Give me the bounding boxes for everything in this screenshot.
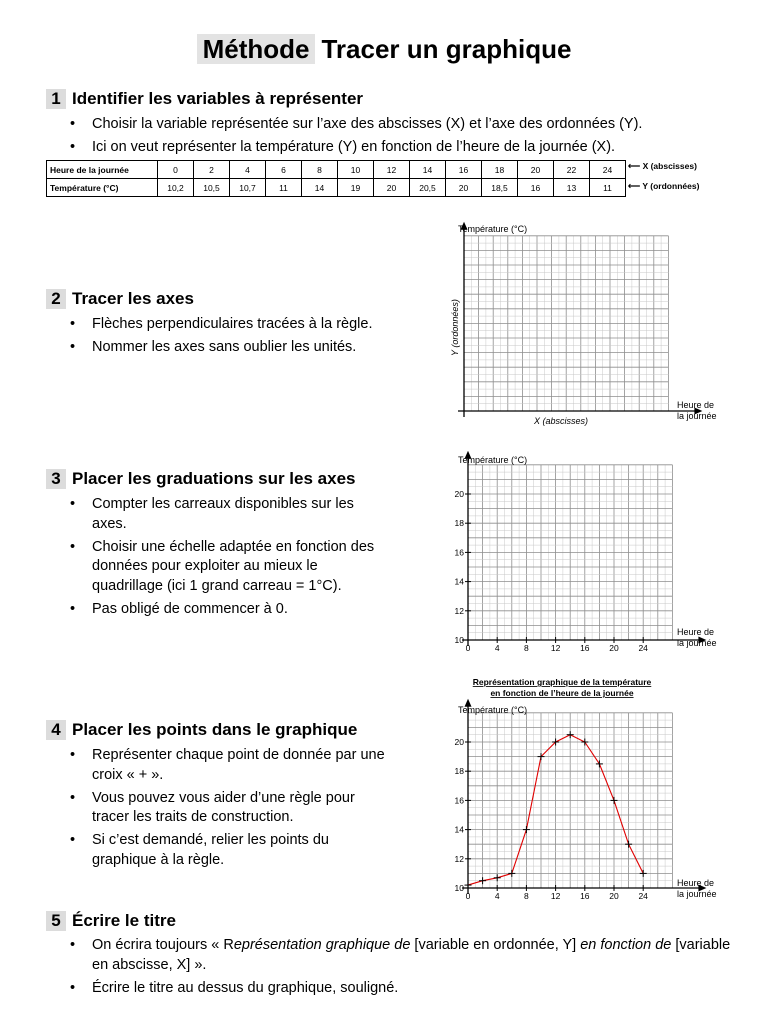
rich-text-italic: eprésentation graphique de <box>233 937 411 953</box>
bullet-item: • Écrire le titre au dessus du graphique, souligné. <box>66 979 746 999</box>
data-table <box>46 160 626 197</box>
table-cell: 0 <box>158 161 194 179</box>
data-point-cross <box>596 760 603 767</box>
y-tick-label: 14 <box>454 824 464 835</box>
step-number: 2 <box>46 289 66 309</box>
table-cell: 8 <box>302 161 338 179</box>
bullet-item: • Si c’est demandé, relier les points du graphique à la règle. <box>66 831 386 870</box>
grid <box>455 451 707 653</box>
data-point-cross <box>523 826 530 833</box>
table-tag-x-text: X (abscisses) <box>642 161 697 171</box>
data-point-cross <box>581 739 588 746</box>
step-2-heading <box>46 289 194 309</box>
y-tick-label: 10 <box>454 883 464 893</box>
x-tick-label: 12 <box>550 643 561 653</box>
x-tick-label: 8 <box>524 643 529 653</box>
bullet-item-rich <box>66 936 746 975</box>
grid <box>455 699 707 901</box>
data-point-cross <box>508 870 515 877</box>
bullet-item: • Flèches perpendiculaires tracées à la règle. <box>66 315 406 335</box>
rich-text: [variable en ordonnée, Y] <box>410 937 581 953</box>
bullet-item: • Vous pouvez vous aider d’une règle pour tracer les traits de construction. <box>66 789 386 828</box>
step-number: 5 <box>46 911 66 931</box>
table-cell: 10 <box>338 161 374 179</box>
bullet-item: • Représenter chaque point de donnée par une croix « + ». <box>66 746 386 785</box>
x-tick-label: 24 <box>638 891 648 901</box>
table-cell: 20,5 <box>410 179 446 197</box>
step-5-bullets <box>66 936 746 1002</box>
data-point-cross <box>611 797 618 804</box>
step-number: 4 <box>46 720 66 740</box>
temperature-chart <box>430 674 730 908</box>
x-tick-label: 0 <box>465 891 471 901</box>
step-heading-text: Écrire le titre <box>72 911 176 930</box>
x-tick-label: 8 <box>524 891 529 901</box>
table-cell: 10,7 <box>230 179 266 197</box>
data-point-cross <box>567 731 574 738</box>
rich-text: [variable en abscisse, X] ». <box>92 937 731 973</box>
x-tick-label: 24 <box>638 643 648 653</box>
step-heading-text: Tracer les axes <box>72 289 194 308</box>
table-cell: 20 <box>518 161 554 179</box>
x-axis-title-line2: la journée <box>677 638 717 648</box>
x-tick-label: 20 <box>609 643 619 653</box>
title-rest: Tracer un graphique <box>321 34 572 64</box>
table-cell: 10,2 <box>158 179 194 197</box>
y-tick-label: 16 <box>454 795 464 806</box>
table-cell: 24 <box>590 161 626 179</box>
table-tag-y: ⟵ Y (ordonnées) <box>628 181 700 191</box>
data-point-cross <box>640 870 647 877</box>
step-3-heading <box>46 469 355 489</box>
table-cell: 20 <box>446 179 482 197</box>
x-tick-label: 16 <box>580 643 590 653</box>
y-tick-label: 18 <box>454 766 464 777</box>
x-tick-label: 12 <box>550 891 561 901</box>
step-4-bullets <box>66 746 386 874</box>
table-row-y <box>47 179 626 197</box>
chart-title-line2: en fonction de l’heure de la journée <box>490 688 634 698</box>
data-point-cross <box>625 841 632 848</box>
bullet-item: • Ici on veut représenter la température (Y) en fonction de l’heure de la journée (X). <box>66 138 746 158</box>
table-cell: 2 <box>194 161 230 179</box>
table-header-y: Température (°C) <box>47 179 158 197</box>
table-cell: 16 <box>446 161 482 179</box>
step-heading-text: Identifier les variables à représenter <box>72 89 364 108</box>
x-tick-label: 20 <box>609 891 619 901</box>
table-cell: 11 <box>590 179 626 197</box>
x-axis-title-line1: Heure de <box>677 400 715 410</box>
bullet-item: • Nommer les axes sans oublier les unités. <box>66 338 406 358</box>
y-axis-title: Température (°C) <box>458 705 528 715</box>
bullet-item: • Choisir une échelle adaptée en fonction des données pour exploiter au mieux le quadrillage (ici 1 grand carreau = 1°C). <box>66 538 386 597</box>
y-tick-label: 18 <box>454 518 464 529</box>
x-axis-title-line1: Heure de <box>677 878 715 888</box>
x-axis-title-line2: la journée <box>677 411 717 421</box>
bullet-item: • Pas obligé de commencer à 0. <box>66 600 386 620</box>
y-tick-label: 20 <box>454 737 464 747</box>
step-heading-text: Placer les points dans le graphique <box>72 720 358 739</box>
x-tick-label: 0 <box>465 643 471 653</box>
y-tick-label: 10 <box>454 635 464 645</box>
table-cell: 20 <box>374 179 410 197</box>
table-cell: 14 <box>410 161 446 179</box>
table-header-x: Heure de la journée <box>47 161 158 179</box>
grid <box>458 222 702 417</box>
table-cell: 18,5 <box>482 179 518 197</box>
step-4-heading <box>46 720 357 740</box>
table-cell: 4 <box>230 161 266 179</box>
step-number: 1 <box>46 89 66 109</box>
table-cell: 16 <box>518 179 554 197</box>
step-1-heading <box>46 89 363 109</box>
y-axis-title: Température (°C) <box>458 224 528 234</box>
table-cell: 12 <box>374 161 410 179</box>
rich-text: On écrira toujours « R <box>92 937 234 953</box>
data-point-cross <box>479 877 486 884</box>
table-cell: 13 <box>554 179 590 197</box>
table-row-x <box>47 161 626 179</box>
step-3-bullets <box>66 495 386 623</box>
table-cell: 22 <box>554 161 590 179</box>
x-tick-label: 16 <box>580 891 590 901</box>
y-tick-label: 20 <box>454 489 464 499</box>
step-number: 3 <box>46 469 66 489</box>
axes-example-graph <box>430 220 730 432</box>
page-title <box>0 34 768 65</box>
table-cell: 18 <box>482 161 518 179</box>
table-cell: 6 <box>266 161 302 179</box>
title-highlight: Méthode <box>197 34 316 64</box>
data-point-cross <box>494 874 501 881</box>
y-tick-label: 16 <box>454 547 464 558</box>
x-axis-title-line1: Heure de <box>677 627 715 637</box>
x-axis-title-line2: la journée <box>677 889 717 899</box>
table-cell: 10,5 <box>194 179 230 197</box>
y-tick-label: 12 <box>454 853 464 864</box>
bullet-item: • Choisir la variable représentée sur l’axe des abscisses (X) et l’axe des ordonnées (Y). <box>66 115 746 135</box>
table-tag-x: ⟵ X (abscisses) <box>628 161 697 171</box>
table-cell: 11 <box>266 179 302 197</box>
step-heading-text: Placer les graduations sur les axes <box>72 469 356 488</box>
table-cell: 19 <box>338 179 374 197</box>
x-tick-label: 4 <box>494 643 500 653</box>
chart-title-line1: Représentation graphique de la température <box>472 677 652 687</box>
x-axis-tag: X (abscisses) <box>534 416 589 426</box>
rich-text-italic: en fonction de <box>580 937 672 953</box>
y-axis-title: Température (°C) <box>458 455 528 465</box>
bullet-item: • Compter les carreaux disponibles sur les axes. <box>66 495 386 534</box>
step-5-heading <box>46 911 176 931</box>
step-2-bullets <box>66 315 406 361</box>
graduations-example-graph <box>430 451 730 656</box>
y-axis-tag: Y (ordonnées) <box>450 299 460 356</box>
x-tick-label: 4 <box>494 891 500 901</box>
table-cell: 14 <box>302 179 338 197</box>
step-1-bullets <box>66 115 746 161</box>
y-tick-label: 14 <box>454 576 464 587</box>
y-tick-label: 12 <box>454 605 464 616</box>
table-tag-y-text: Y (ordonnées) <box>642 181 700 191</box>
